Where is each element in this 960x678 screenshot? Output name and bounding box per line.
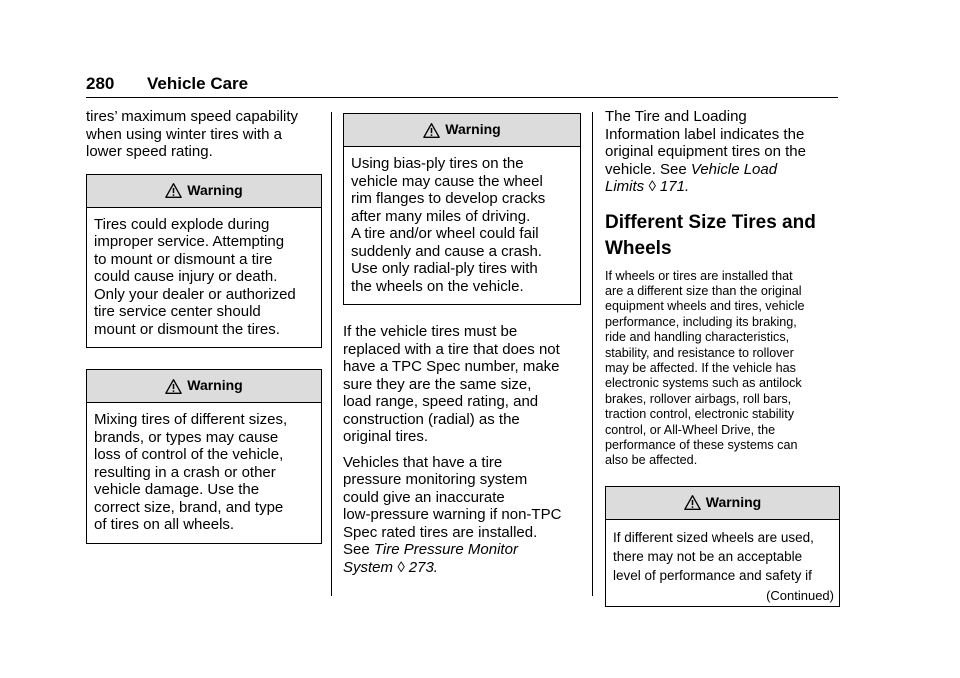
cross-reference-link[interactable]: Limits: [605, 178, 645, 195]
paragraph-loading-label: The Tire and Loading Information label indicates the original equipment tires on the vehicle. See Vehicle Load Limits ◊ 171.: [605, 108, 806, 195]
warning-icon: [423, 122, 440, 139]
warning-text: Mixing tires of different sizes, brands, or types may cause loss of control of the vehicle, resulting in a crash or other vehicle damage. Use the correct size, brand, and type of tires on all wheels.: [94, 411, 288, 533]
cross-reference-link[interactable]: Vehicle Load: [690, 160, 778, 178]
warning-box-different-size: [605, 486, 840, 607]
warning-header: [344, 114, 580, 147]
warning-title: Warning: [445, 121, 501, 138]
section-title: Vehicle Care: [147, 74, 249, 93]
warning-header: [606, 487, 839, 520]
cross-reference-link[interactable]: Tire Pressure Monitor: [373, 541, 518, 558]
column-divider-1: [331, 112, 332, 596]
warning-text: Using bias-ply tires on the vehicle may cause the wheel rim flanges to develop cracks after many miles of driving. A tire and/or wheel could fail suddenly and cause a crash. Use only radial-ply tires with the wheels on the vehicle.: [351, 155, 546, 295]
paragraph-different-size: If wheels or tires are installed that are a different size than the original equipment wheels and tires, vehicle performance, including its braking, ride and handling characteristics, stability, and resistance to rollover may be affected. If the vehicle has electronic systems such as antilock brakes, rollover airbags, roll bars, traction control, electronic stability control, or All-Wheel Drive, the performance of these systems can also be affected.: [605, 268, 805, 468]
warning-header: [87, 175, 321, 208]
warning-text: If different sized wheels are used, there may not be an acceptable level of performance and safety if: [613, 529, 814, 583]
cross-reference-link[interactable]: System: [343, 558, 394, 576]
paragraph-tpc-spec: If the vehicle tires must be replaced with a tire that does not have a TPC Spec number, make sure they are the same size, load range, speed rating, and construction (radial) as the original tires.: [343, 323, 560, 445]
warning-icon: [165, 182, 182, 199]
intro-paragraph: tires’ maximum speed capability when using winter tires with a lower speed rating.: [86, 108, 299, 160]
page-reference: ◊ 273.: [397, 558, 438, 576]
page-reference: ◊ 171.: [648, 178, 690, 195]
warning-box-explode: [86, 174, 322, 349]
warning-text: Tires could explode during improper service. Attempting to mount or dismount a tire could cause injury or death. Only your dealer or authorized tire service center should mount or dismount the tires.: [94, 215, 296, 338]
warning-title: Warning: [187, 377, 243, 394]
warning-box-bias-ply: [343, 113, 581, 305]
column-divider-2: [592, 112, 593, 596]
column-2: [343, 108, 581, 576]
warning-icon: [165, 378, 182, 395]
column-1: [86, 108, 322, 544]
warning-header: [87, 370, 321, 403]
page-number: 280: [86, 74, 115, 93]
warning-box-mixing: [86, 369, 322, 544]
warning-title: Warning: [705, 494, 762, 511]
warning-title: Warning: [187, 181, 243, 198]
warning-icon: [684, 494, 701, 511]
page-header: [86, 72, 838, 96]
continued-label: (Continued): [766, 587, 834, 603]
paragraph-pressure-monitoring: Vehicles that have a tire pressure monitoring system could give an inaccurate low-pressure warning if non-TPC Spec rated tires are installed. See Tire Pressure Monitor System ◊ 273.: [343, 453, 562, 576]
section-heading: Different Size Tires and Wheels: [605, 211, 816, 259]
header-rule: [86, 97, 838, 98]
column-3: [605, 108, 840, 607]
